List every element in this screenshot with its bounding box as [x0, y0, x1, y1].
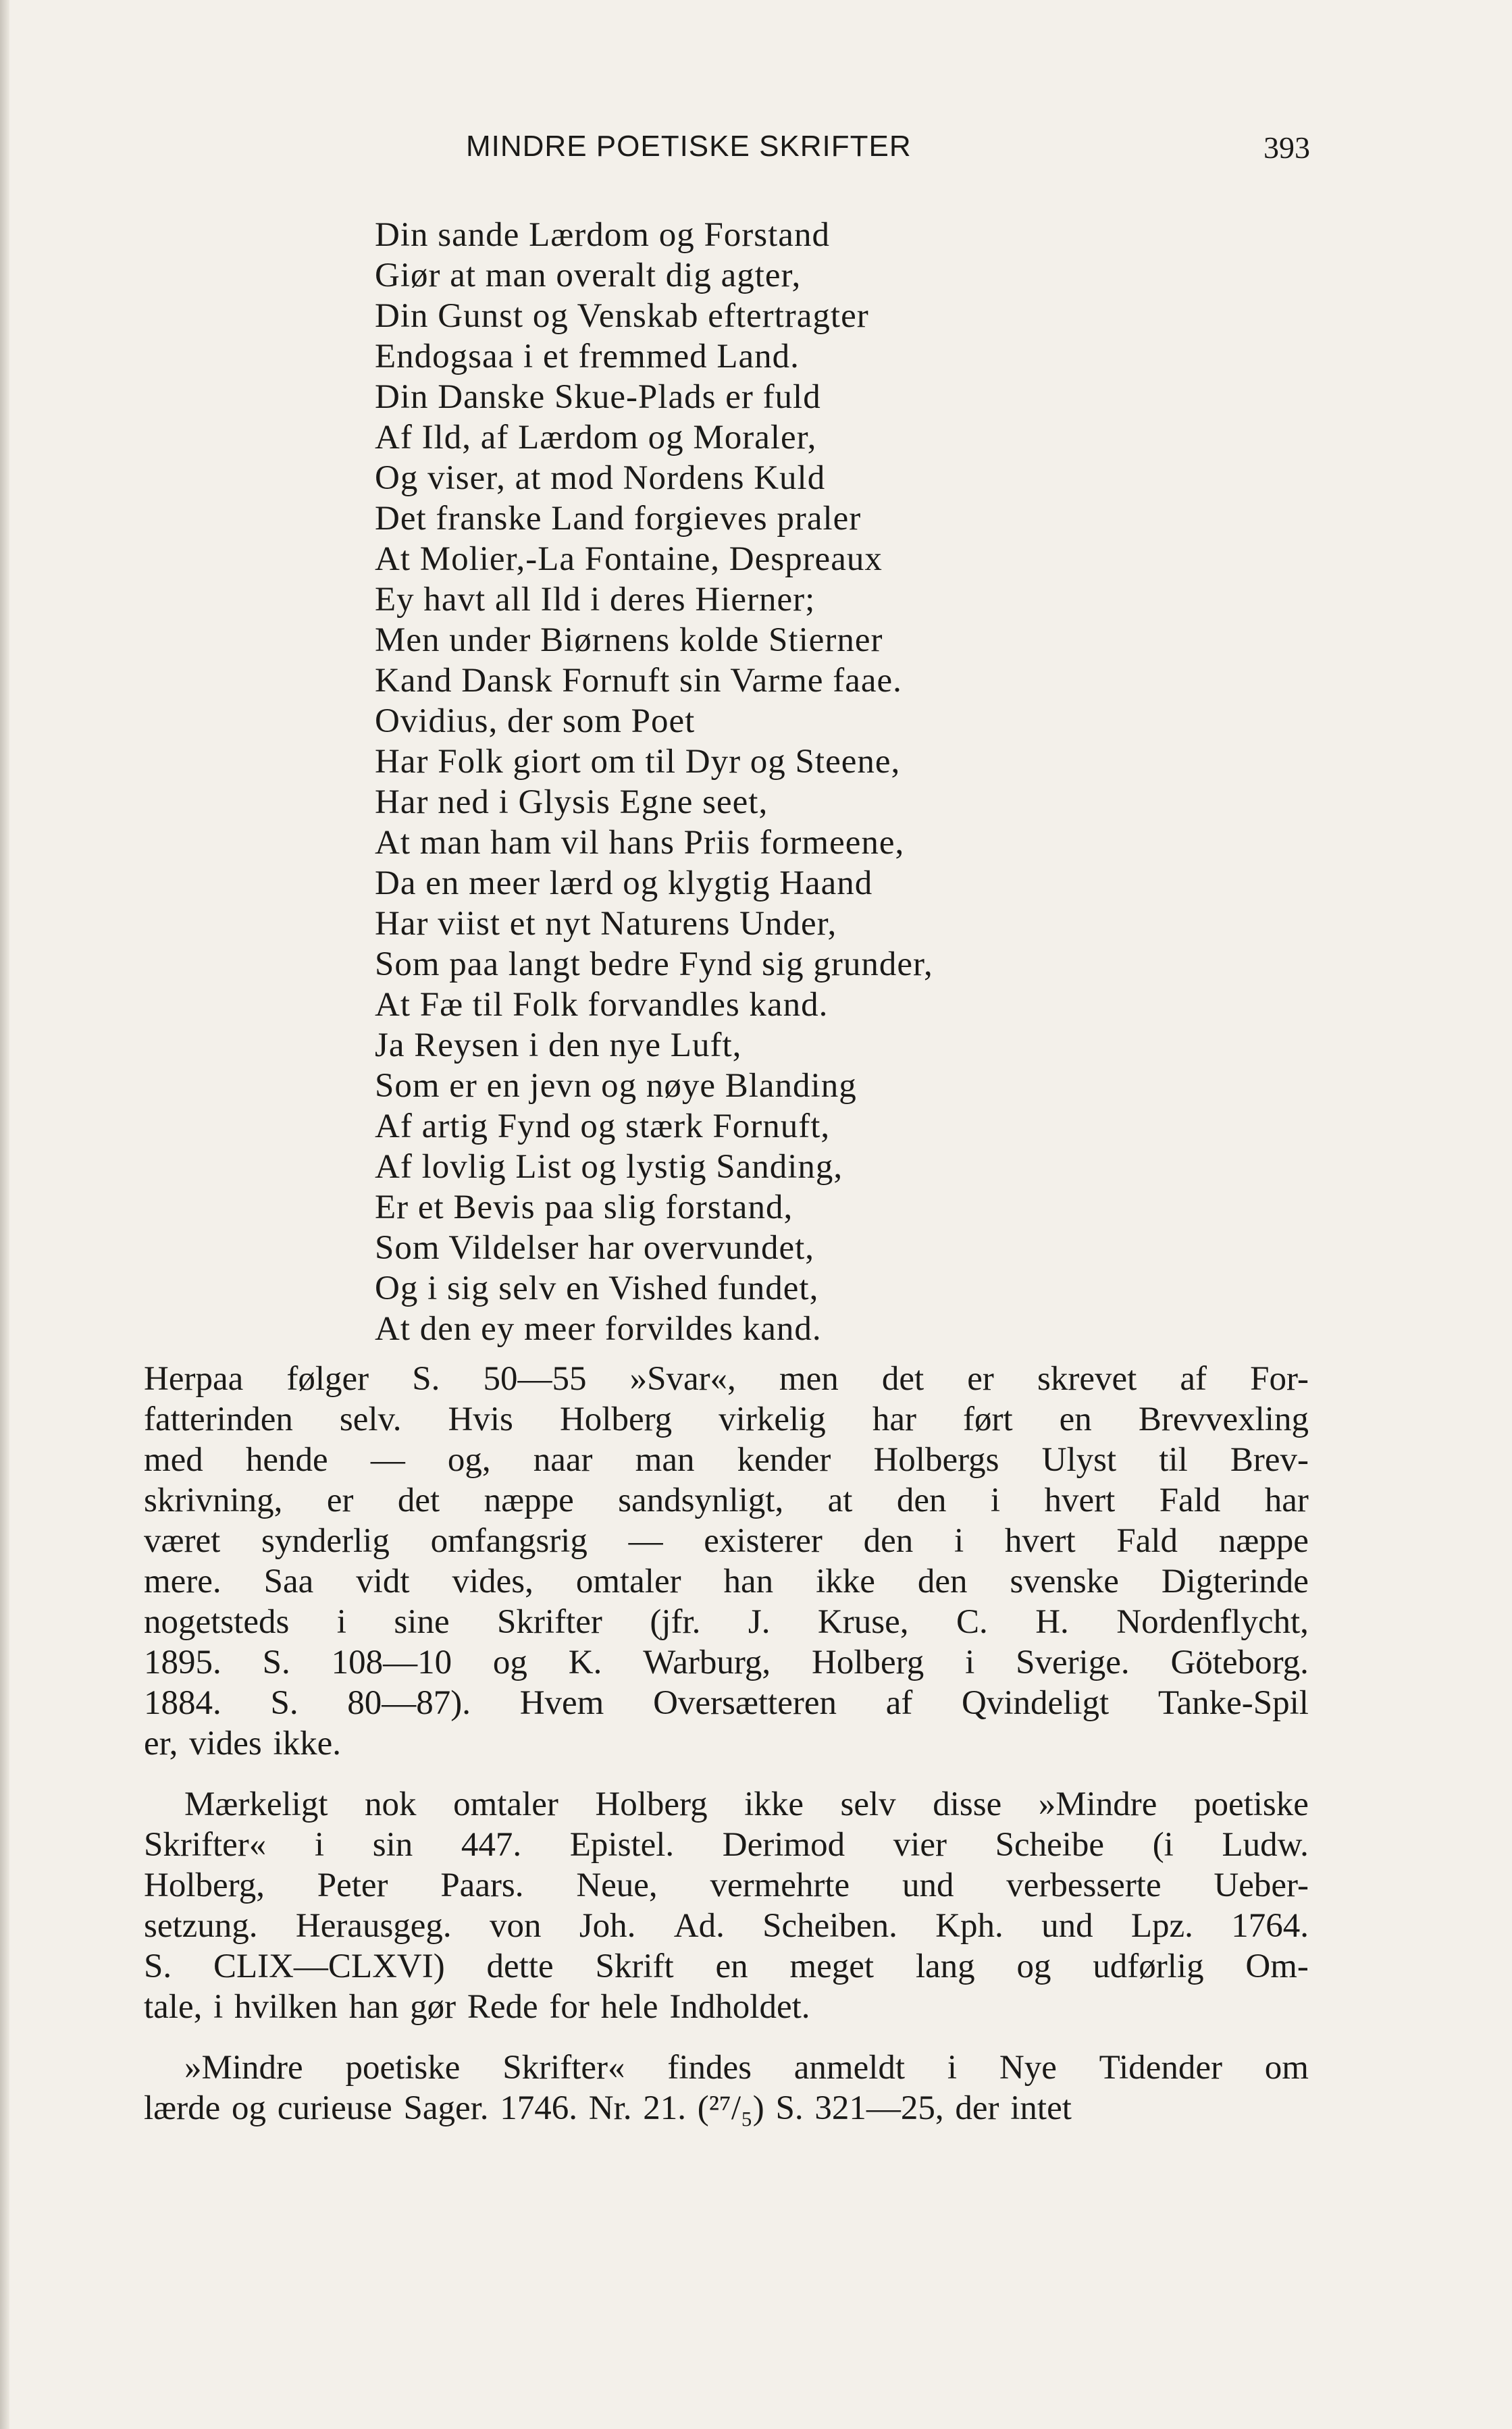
poem-line: Som paa langt bedre Fynd sig grunder, [375, 945, 933, 983]
text-line: setzung. Herausgeg. von Joh. Ad. Scheiben. Kph. und Lpz. 1764. [144, 1907, 1309, 1945]
poem-line: Er et Bevis paa slig forstand, [375, 1189, 793, 1226]
poem-line: Af Ild, af Lærdom og Moraler, [375, 419, 817, 456]
poem-line: Kand Dansk Fornuft sin Varme faae. [375, 662, 902, 700]
text-line: mere. Saa vidt vides, omtaler han ikke den svenske Digterinde [144, 1563, 1309, 1600]
text-line: er, vides ikke. [144, 1725, 342, 1762]
running-title: MINDRE POETISKE SKRIFTER [466, 130, 912, 163]
page-edge [0, 0, 9, 2429]
poem-line: Din Gunst og Venskab eftertragter [375, 297, 869, 335]
poem-line: Har ned i Glysis Egne seet, [375, 783, 768, 821]
poem-line: Men under Biørnens kolde Stierner [375, 621, 883, 659]
poem-line: Ey havt all Ild i deres Hierner; [375, 581, 816, 619]
poem-line: Endogsaa i et fremmed Land. [375, 338, 800, 375]
text-line: 1884. S. 80—87). Hvem Oversætteren af Qvindeligt Tanke-Spil [144, 1684, 1309, 1722]
poem-line: Da en meer lærd og klygtig Haand [375, 864, 873, 902]
paragraph [144, 1784, 1309, 2027]
text-line: 1895. S. 108—10 og K. Warburg, Holberg i Sverige. Göteborg. [144, 1644, 1309, 1681]
poem-line: At Molier,-La Fontaine, Despreaux [375, 540, 883, 578]
running-header [466, 130, 1310, 177]
poem-line: Som Vildelser har overvundet, [375, 1229, 815, 1267]
poem-line: Af lovlig List og lystig Sanding, [375, 1148, 843, 1186]
poem-line: Som er en jevn og nøye Blanding [375, 1067, 857, 1105]
poem-line: Din Danske Skue-Plads er fuld [375, 378, 821, 416]
text-line: »Mindre poetiske Skrifter« findes anmeldt i Nye Tidender om [184, 2049, 1309, 2087]
poem-line: Din sande Lærdom og Forstand [375, 216, 830, 254]
text-line: nogetsteds i sine Skrifter (jfr. J. Kruse, C. H. Nordenflycht, [144, 1603, 1309, 1641]
text-line: skrivning, er det næppe sandsynligt, at den i hvert Fald har [144, 1482, 1309, 1519]
poem [375, 215, 1253, 1349]
poem-line: Af artig Fynd og stærk Fornuft, [375, 1107, 831, 1145]
text-line: fatterinden selv. Hvis Holberg virkelig har ført en Brevvexling [144, 1401, 1309, 1438]
poem-line: Ja Reysen i den nye Luft, [375, 1026, 742, 1064]
poem-line: Det franske Land forgieves praler [375, 500, 862, 538]
poem-line: Har Folk giort om til Dyr og Steene, [375, 743, 901, 781]
text-line: Holberg, Peter Paars. Neue, vermehrte und verbesserte Ueber- [144, 1866, 1309, 1904]
poem-line: At den ey meer forvildes kand. [375, 1310, 822, 1348]
text-line: Skrifter« i sin 447. Epistel. Derimod vier Scheibe (i Ludw. [144, 1826, 1309, 1864]
paragraph-gap [144, 1764, 1309, 1784]
text-line: Mærkeligt nok omtaler Holberg ikke selv disse »Mindre poetiske [184, 1785, 1309, 1823]
poem-line: At Fæ til Folk forvandles kand. [375, 986, 829, 1024]
text-line: med hende — og, naar man kender Holbergs Ulyst til Brev- [144, 1441, 1309, 1479]
paragraph [144, 2047, 1309, 2128]
prose-body [144, 1359, 1309, 2128]
paragraph-gap [144, 2027, 1309, 2047]
poem-line: Og i sig selv en Vished fundet, [375, 1270, 819, 1307]
poem-line: Har viist et nyt Naturens Under, [375, 905, 837, 943]
text-line: været synderlig omfangsrig — existerer den i hvert Fald næppe [144, 1522, 1309, 1560]
poem-line: Giør at man overalt dig agter, [375, 257, 802, 294]
poem-line: Og viser, at mod Nordens Kuld [375, 459, 826, 497]
text-line: S. CLIX—CLXVI) dette Skrift en meget lang og udførlig Om- [144, 1948, 1309, 1985]
poem-line: Ovidius, der som Poet [375, 702, 696, 740]
text-line: lærde og curieuse Sager. 1746. Nr. 21. (²⁷/₅) S. 321—25, der intet [144, 2089, 1072, 2127]
text-line: Herpaa følger S. 50—55 »Svar«, men det er skrevet af For- [144, 1360, 1309, 1398]
paragraph [144, 1359, 1309, 1764]
poem-line: At man ham vil hans Priis formeene, [375, 824, 905, 862]
page-number: 393 [1263, 130, 1310, 165]
text-line: tale, i hvilken han gør Rede for hele Indholdet. [144, 1988, 810, 2026]
